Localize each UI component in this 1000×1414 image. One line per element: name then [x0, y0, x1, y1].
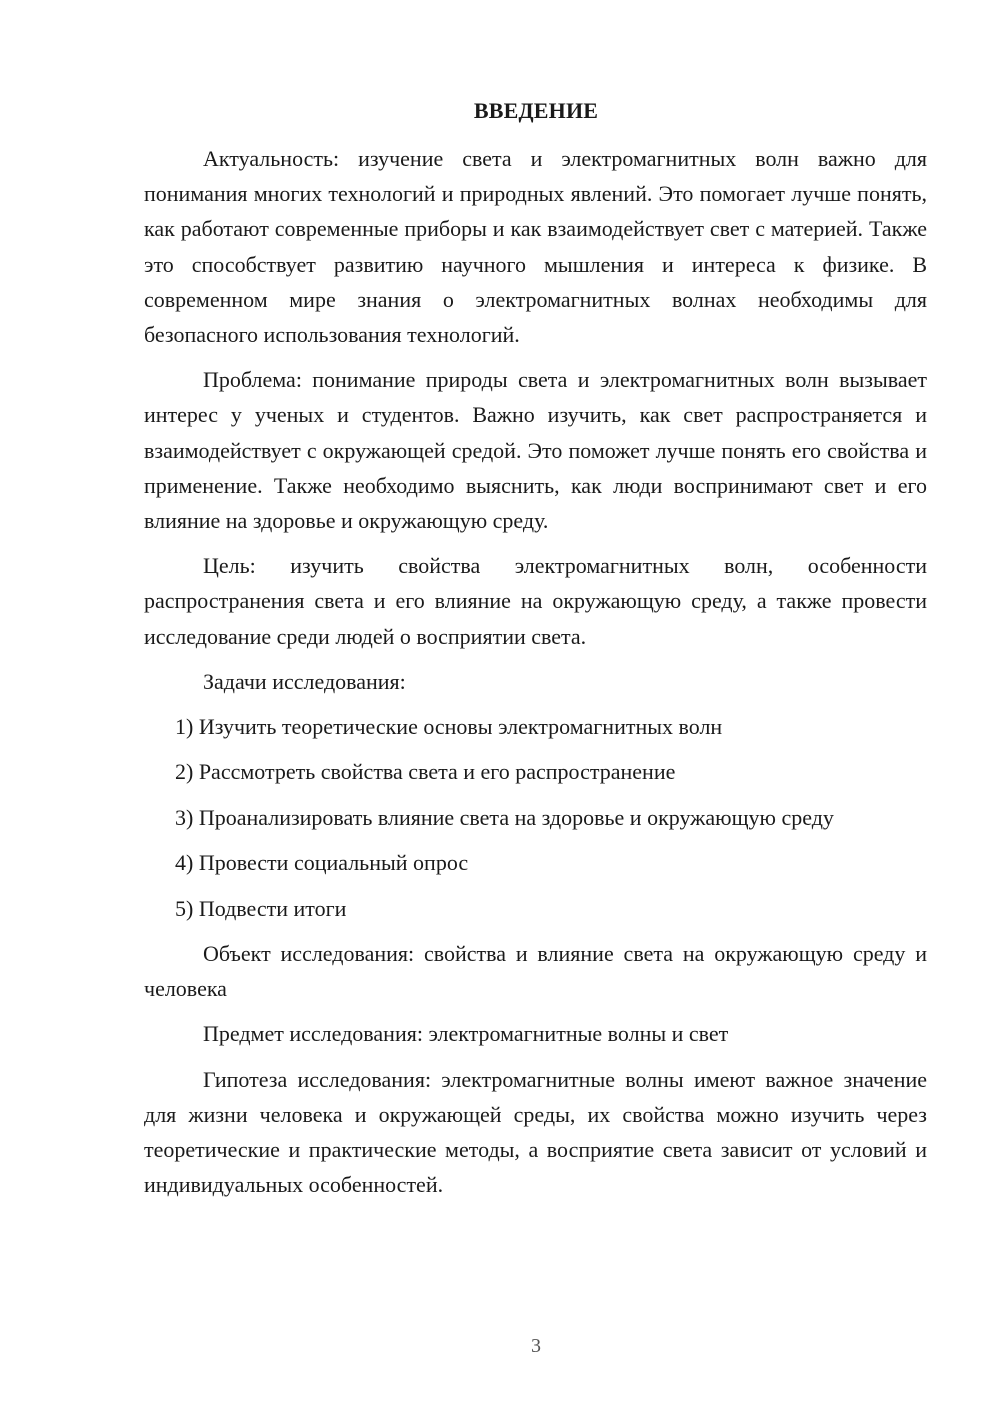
- page-title: ВВЕДЕНИЕ: [473, 98, 599, 123]
- paragraph-subject: Предмет исследования: электромагнитные волны и свет: [203, 1021, 729, 1047]
- list-item: 1) Изучить теоретические основы электромагнитных волн: [175, 714, 723, 740]
- tasks-heading: Задачи исследования:: [203, 668, 406, 694]
- paragraph-relevance: Актуальность: изучение света и электромагнитных волн важно для понимания многих технологий и природных явлений. Это помогает лучше понять, как работают современные приборы и как взаимодействует свет с материей. Также это способствует развитию научного мышления и интереса к физике. В современном мире знания о электромагнитных волнах необходимы для безопасного использования технологий.: [144, 146, 927, 348]
- list-item: 2) Рассмотреть свойства света и его распространение: [175, 759, 676, 785]
- list-item: 3) Проанализировать влияние света на здоровье и окружающую среду: [175, 804, 834, 830]
- paragraph-object: Объект исследования: свойства и влияние света на окружающую среду и человека: [144, 941, 927, 1002]
- tasks-list: [144, 709, 927, 926]
- page-number: 3: [531, 1335, 541, 1357]
- paragraph-hypothesis: Гипотеза исследования: электромагнитные волны имеют важное значение для жизни человека и окружающей среды, их свойства можно изучить через теоретические и практические методы, а восприятие света зависит от условий и индивидуальных особенностей.: [144, 1066, 927, 1198]
- paragraph-problem: Проблема: понимание природы света и электромагнитных волн вызывает интерес у ученых и студентов. Важно изучить, как свет распространяется и взаимодействует с окружающей средой. Это поможет лучше понять его свойства и применение. Также необходимо выяснить, как люди воспринимают свет и его влияние на здоровье и окружающую среду.: [144, 367, 927, 534]
- list-item: 4) Провести социальный опрос: [175, 850, 469, 876]
- paragraph-goal: Цель: изучить свойства электромагнитных волн, особенности распространения света и его влияние на окружающую среду, а также провести исследование среди людей о восприятии света.: [144, 553, 927, 649]
- body-text: [144, 141, 927, 1212]
- list-item: 5) Подвести итоги: [175, 895, 347, 921]
